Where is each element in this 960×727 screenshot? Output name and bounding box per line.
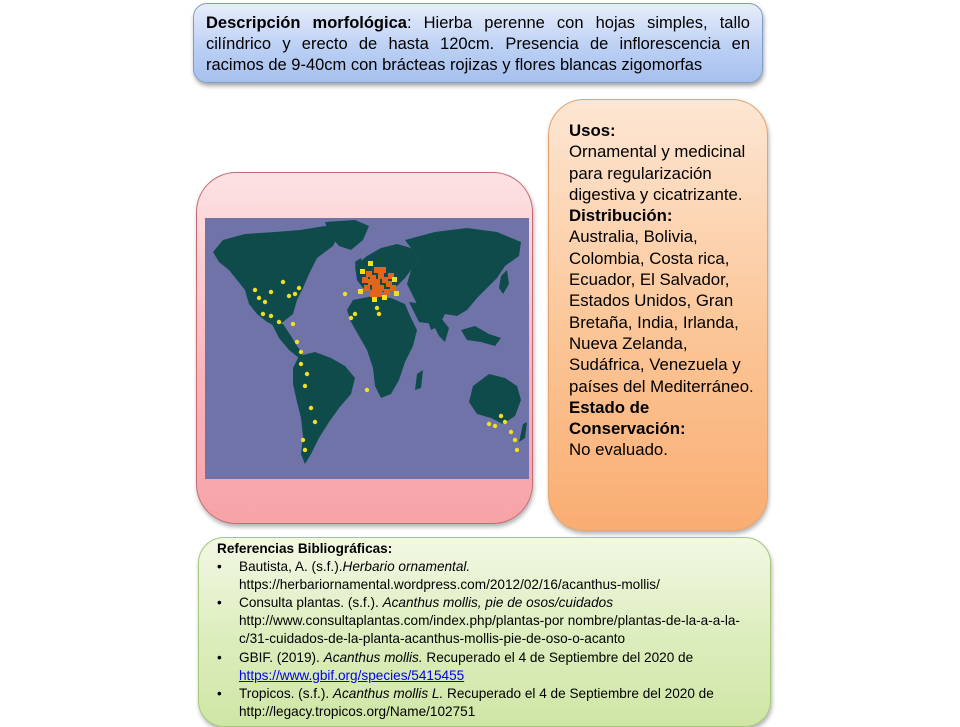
dense-occurrence-cell (378, 285, 384, 291)
occurrence-point (295, 340, 299, 344)
dense-occurrence-cell (362, 277, 368, 283)
occurrence-cell (382, 295, 387, 300)
occurrence-point (299, 362, 303, 366)
occurrence-point (349, 316, 353, 320)
reference-source: Recuperado el 4 de Septiembre del 2020 de http://legacy.tropicos.org/Name/102751 (239, 685, 714, 719)
occurrence-point (299, 350, 303, 354)
reference-source: http://www.consultaplantas.com/index.php/plantas-por nombre/plantas-de-la-a-a-la-c/31-cuidados-de-la-planta-acanthus-mollis-pie-de-oso-o-acanto (239, 613, 740, 647)
occurrence-point (313, 420, 317, 424)
distribution-text: Australia, Bolivia, Colombia, Costa rica, Ecuador, El Salvador, Estados Unidos, Gran Bretaña, India, Irlanda, Nueva Zelanda, Sudáfrica, Venezuela y países del Mediterráneo. (569, 227, 754, 396)
occurrence-point (493, 424, 497, 428)
description-text: : Hierba perenne con hojas simples, tallo cilíndrico y erecto de hasta 120cm. Presencia de inflorescencia en racimos de 9-40cm con brácteas rojizas y flores blancas zigomorfas (206, 14, 750, 74)
occurrence-point (263, 300, 267, 304)
dense-occurrence-cell (376, 291, 382, 297)
reference-item (217, 685, 750, 721)
occurrence-point (365, 388, 369, 392)
dense-occurrence-cell (384, 289, 390, 295)
occurrence-cell (372, 297, 377, 302)
reference-source: https://herbariornamental.wordpress.com/2012/02/16/acanthus-mollis/ (239, 577, 660, 593)
occurrence-cell (392, 277, 397, 282)
occurrence-point (297, 286, 301, 290)
occurrence-point (487, 422, 491, 426)
reference-title: Herbario ornamental. (342, 559, 471, 575)
dense-occurrence-cell (364, 285, 370, 291)
bullet: • (217, 559, 222, 575)
reference-author: Bautista, A. (s.f.). (239, 559, 343, 575)
occurrence-point (293, 292, 297, 296)
dense-occurrence-cell (370, 291, 376, 297)
occurrence-point (281, 280, 285, 284)
occurrence-point (303, 384, 307, 388)
occurrence-point (261, 312, 265, 316)
distribution-map (205, 218, 529, 479)
occurrence-point (269, 314, 273, 318)
occurrence-point (503, 420, 507, 424)
reference-author: Tropicos. (s.f.). (239, 685, 333, 701)
conservation-text: No evaluado. (569, 440, 668, 460)
references-box (198, 537, 771, 727)
occurrence-point (277, 320, 281, 324)
occurrence-point (377, 312, 381, 316)
occurrence-point (253, 288, 257, 292)
occurrence-point (287, 294, 291, 298)
gbif-link[interactable]: https://www.gbif.org/species/5415455 (239, 667, 465, 683)
reference-item (217, 594, 750, 648)
occurrence-point (515, 448, 519, 452)
dense-occurrence-cell (374, 279, 380, 285)
conservation-heading: Estado de Conservación: (569, 397, 686, 439)
occurrence-point (499, 414, 503, 418)
occurrence-point (343, 292, 347, 296)
occurrence-cell (394, 291, 399, 296)
occurrence-point (353, 312, 357, 316)
occurrence-cell (360, 269, 365, 274)
occurrence-point (309, 406, 313, 410)
dense-occurrence-cell (390, 285, 396, 291)
bullet: • (217, 685, 222, 701)
bullet: • (217, 649, 222, 665)
occurrence-cell (368, 261, 373, 266)
occurrence-point (291, 322, 295, 326)
uses-distribution-box (548, 99, 768, 531)
reference-author: GBIF. (2019). (239, 649, 324, 665)
uses-heading: Usos: (569, 121, 616, 140)
reference-title: Acanthus mollis L. (332, 685, 444, 701)
dense-occurrence-cell (380, 267, 386, 273)
reference-item (217, 649, 750, 685)
occurrence-cell (358, 289, 363, 294)
reference-source: Recuperado el 4 de Septiembre del 2020 de (422, 649, 694, 665)
occurrence-point (257, 296, 261, 300)
dense-occurrence-cell (368, 279, 374, 285)
occurrence-point (509, 430, 513, 434)
occurrence-point (301, 438, 305, 442)
description-box (193, 3, 763, 83)
occurrence-point (513, 438, 517, 442)
occurrence-point (305, 372, 309, 376)
distribution-heading: Distribución: (569, 206, 673, 226)
references-list (217, 558, 750, 721)
uses-text: Ornamental y medicinal para regularización digestiva y cicatrizante. (569, 142, 746, 204)
description-heading: Descripción morfológica (206, 14, 407, 32)
reference-author: Consulta plantas. (s.f.). (239, 595, 383, 611)
reference-title: Acanthus mollis. (323, 649, 423, 665)
dense-occurrence-cell (372, 285, 378, 291)
occurrence-point (269, 290, 273, 294)
occurrence-point (375, 306, 379, 310)
reference-item (217, 558, 750, 594)
bullet: • (217, 595, 222, 611)
references-title: Referencias Bibliográficas: (217, 541, 393, 556)
occurrence-point (303, 448, 307, 452)
dense-occurrence-cell (374, 267, 380, 273)
reference-title: Acanthus mollis, pie de osos/cuidados (382, 595, 614, 611)
